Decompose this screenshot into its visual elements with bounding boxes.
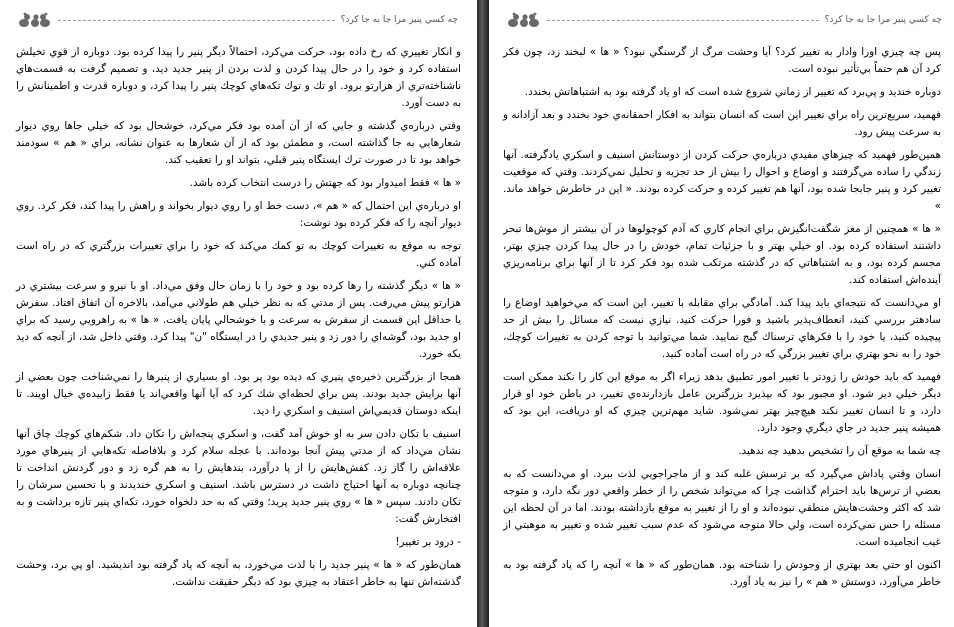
paragraph: توجه به موقع به تغييرات كوچك به تو كمك مي‌كند كه خود را براي تغييرات بزرگتري كه در راه است آماده كني.	[16, 240, 461, 269]
paragraph: و انكار تغييري كه رخ داده بود، حركت مي‌كرد، احتمالاً ديگر پنير را پيدا كرده بود. دوباره از قوي تخيلش استفاده كرد و خود را در حال پيدا كردن و لذت بردن از پنير جديد ديد، و تصميم گرفت به قسمت‌هاي ناشناخته‌تري از هزارتو برود. او تك و توك تكه‌هاي كوچك پنير را پيدا كرد، و دوباره قدرت و اطمينانش را به دست آورد.	[16, 46, 461, 109]
paragraph: همجا از بزرگترين ذخيره‌ي پنيري كه ديده بود پر بود. او بسياري از پنيرها را نمي‌شناخت چون بعضي از آنها برايش جديد بودند. پس براي لحظه‌اي شك كرد كه آيا آنها واقعي‌اند يا فقط زاييده‌ي خيال اويند. تا اينكه دوستان قديمي‌اش اسنيف و اسكري را ديد.	[16, 371, 461, 417]
paragraph: انسان وقتي پاداش مي‌گيرد كه بر ترسش غلبه كند و از ماجراجويي لذت ببرد. او مي‌دانست كه به بعضي از ترس‌ها بايد احترام گذاشت چرا كه مي‌تواند شخص را از خطر واقعي دور نگه دارد، و متوجه شد كه اكثر وحشت‌هايش منطقي نبوده‌اند و او را از تغيير به موقع بازداشته بودند. اما در آن لحظه اين مسئله را حس نمي‌كرده است، ولي حالا متوجه مي‌شود كه عدم سبب تغيير شده و تغيير به موهبتي از غيب انجاميده است.	[503, 468, 941, 548]
paragraph: پس چه چيزي اورا وادار به تغيير كرد؟ آيا وحشت مرگ از گرسنگي نبود؟ « ها » لبخند زد، چون فكر كرد آن هم حتماً بي‌تأثير نبوده است.	[503, 46, 941, 75]
paragraph: « ها » فقط اميدوار بود كه جهتش را درست انتخاب كرده باشد.	[189, 177, 461, 189]
paragraph: وقتي درباره‌ي گذشته و جايي كه از آن آمده بود فكر مي‌كرد، خوشحال بود كه خيلي جاها روي ديوار شعارهايي به جا گذاشته است، و مطمئن بود كه از آن شعارها به عنوان نشانه، براي « هم » سودمند خواهد بود تا در صورت ترك ايستگاه پنير قبلي، بتواند او را تعقيب كند.	[16, 120, 461, 166]
paragraph: فهميد، سريع‌ترين راه براي تغيير اين است كه انسان بتواند به افكار احمقانه‌ي خود بخندد و بعد آزادانه و به سرعت پيش رود.	[503, 109, 941, 138]
paragraph: همين‌طور فهميد كه چيزهاي مفيدي درباره‌ي حركت كردن از دوستانش اسنيف و اسكري يادگرفته. آنها زندگي را ساده مي‌گرفتند و اوضاع و احوال را بيش از حد تجزيه و تحليل نمي‌كردند. وقتي كه موقعيت تغيير كرد و پنير جابجا شده بود، آنها هم تغيير كرده و حركت كرده بودند. « اين در خاطرش خواهد ماند. »	[503, 149, 941, 212]
book-gutter	[477, 0, 489, 627]
header-rule	[58, 20, 335, 21]
running-title: چه كسي پنير مرا جا به جا كرد؟	[824, 15, 942, 25]
page-text	[16, 44, 461, 597]
paragraph: « ها » همچنين از مغز شگفت‌انگيزش براي انجام كاري كه آدم كوچولوها در آن بيشتر از موش‌ها تبحر داشتند استفاده كرده بود. او خيلي بهتر و با جزئيات تمام، خودش را در حال پيدا كردن چيزي بهتر، مجسم كرده بود، و به اشتباهاتي كه در گذشته مرتكب شده بود فكر كرد تا از آنها براي برنامه‌ريزي آينده‌اش استفاده كند.	[503, 223, 941, 286]
paragraph: او درباره‌ي اين احتمال كه « هم »، دست خط او را روي ديوار بخواند و راهش را پيدا كند، فكر كرد. روي ديوار آنچه را كه فكر كرده بود نوشت:	[16, 200, 461, 229]
header-rule	[547, 20, 819, 21]
paragraph: او مي‌دانست كه نتيجه‌اي بايد پيدا كند. آمادگي براي مقابله با تغيير، اين است كه مي‌خواهيد اوضاع را سادهتر بررسي كنيد، انعطاف‌پذير باشيد و فورا حركت كنيد. نيازي نيست كه مسائل را بيش از حد پيچيده كنيد، يا خود را با فكرهاي ترسناك گيج نماييد. شما مي‌توانيد با توجه كردن به تغييرات كوچك، خود را به نحو بهتري براي تغيير بزرگي كه در راه است آماده كنيد.	[503, 297, 941, 360]
running-title: چه كسي پنير مرا جا به جا كرد؟	[340, 15, 458, 25]
paragraph: دوباره خنديد و پي‌برد كه تغيير از زماني شروع شده است كه او ياد گرفته بود به اشتباهاتش بخندد.	[524, 86, 941, 98]
paragraph: اكنون او حتي بعد بهتري از وجودش را شناخته بود. همان‌طور كه « ها » آنچه را كه ياد گرفته بود به خاطر مي‌آورد، دوستش « هم » را نيز به ياد آورد.	[503, 559, 941, 588]
paragraph: فهميد كه بايد خودش را زودتر با تغيير امور تطبيق بدهد زيراء اگر به موقع اين كار را نكند ممكن است ديگر خيلي دير شود. او مجبور بود كه بپذيرد بزرگترين عامل بازدارنده‌ي تغيير، در باطن خود او قرار دارد، و تا انسان تغيير نكند هيچ‌چيز بهتر نمي‌شود. شايد مهم‌ترين چيزي كه او دريافت، اين بود كه هميشه پنير جديد در جاي ديگري وجود دارد.	[503, 371, 941, 434]
paragraph: « ها » ديگر گذشته را رها كرده بود و خود را با زمان حال وفق مي‌داد. او با نيرو و سرعت بيشتري در هزارتو پيش مي‌رفت. پس از مدتي كه به نظر خيلي هم طولاني مي‌آمد، بالاخره آن اتفاق افتاد. سفرش يا حداقل اين قسمت از سفرش به سرعت و با خوشحالي پايان يافت. « ها » به راهرويي رسيد كه براي او جديد بود، گوشه‌اي را دور زد و پنير جديدي را در ايستگاه "ن" پيدا كرد. وقتي داخل شد، از آنچه كه ديد يكه خورد.	[16, 280, 461, 360]
mice-logo-icon	[18, 12, 52, 28]
mice-logo-icon	[507, 12, 541, 28]
paragraph: چه شما به موقع آن را تشخيص بدهيد چه ندهيد.	[738, 445, 941, 457]
page-header	[18, 12, 458, 28]
paragraph: همان‌طور كه « ها » پنير جديد را با لذت مي‌خورد، به آنچه كه ياد گرفته بود انديشيد. او پي برد، وحشت گذشته‌اش تنها به خاطر اعتقاد به چيزي بود كه ديگر حقيقت نداشت.	[16, 559, 461, 588]
paragraph: - درود بر تغيير!	[395, 536, 461, 548]
page-header	[507, 12, 942, 28]
paragraph: اسنيف با تكان دادن سر به او خوش آمد گفت، و اسكري پنجه‌اش را تكان داد. شكم‌هاي كوچك چاق آنها نشان مي‌داد كه از مدتي پيش آنجا بوده‌اند. با عجله سلام كرد و بلافاصله تكه‌هايي از پنيرهاي مورد علاقه‌اش را گاز زد. كفش‌هايش را از پا درآورد، بندهايش را به هم گره زد و دور گردنش انداخت تا چنانچه دوباره به آنها احتياج داشت در دسترس باشد. اسنيف و اسكري خنديدند و با تحسين سرشان را تكان دادند. سپس « ها » روي پنير جديد پريد؛ وقتي كه به حد دلخواه خورد، تكه‌اي پنير تازه برداشت و به افتخارش گفت:	[16, 428, 461, 525]
page-text	[503, 44, 941, 597]
right-page	[489, 0, 954, 627]
